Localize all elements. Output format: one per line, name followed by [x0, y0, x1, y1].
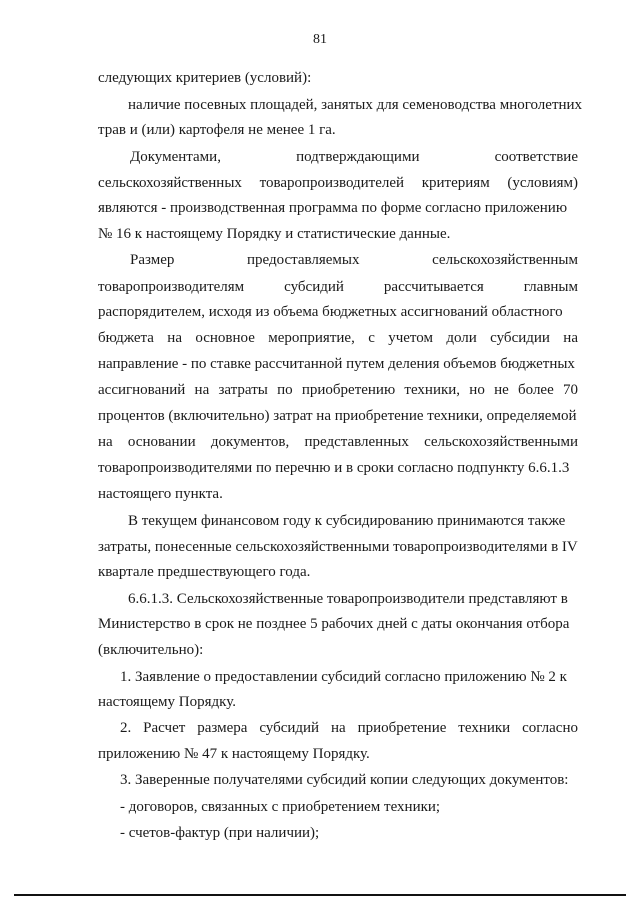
text-line: направление - по ставке рассчитанной путем деления объемов бюджетных [98, 356, 575, 372]
text-line: (включительно): [98, 642, 204, 658]
page-number: 81 [313, 32, 327, 47]
text-line: настоящему Порядку. [98, 694, 236, 710]
text-line: Размер предоставляемых сельскохозяйственным [130, 252, 578, 268]
text-line: - договоров, связанных с приобретением техники; [120, 799, 441, 815]
bottom-rule [14, 894, 626, 896]
text-line: являются - производственная программа по форме согласно приложению [98, 200, 568, 216]
text-line: Министерство в срок не позднее 5 рабочих дней с даты окончания отбора [98, 616, 570, 632]
text-line: ассигнований на затраты по приобретению техники, но не более 70 [98, 382, 578, 398]
text-line: товаропроизводителями по перечню и в сроки согласно подпункту 6.6.1.3 [98, 460, 570, 476]
text-line: 3. Заверенные получателями субсидий копии следующих документов: [120, 772, 569, 788]
text-line: В текущем финансовом году к субсидированию принимаются также [128, 513, 566, 529]
text-line: 2. Расчет размера субсидий на приобретение техники согласно [120, 720, 578, 736]
text-line: 6.6.1.3. Сельскохозяйственные товаропроизводители представляют в [128, 591, 568, 607]
text-line: затраты, понесенные сельскохозяйственными товаропроизводителями в IV [98, 539, 578, 555]
text-line: Документами, подтверждающими соответствие [130, 149, 578, 165]
text-line: на основании документов, представленных сельскохозяйственными [98, 434, 578, 450]
text-line: приложению № 47 к настоящему Порядку. [98, 746, 370, 762]
text-line: бюджета на основное мероприятие, с учетом доли субсидии на [98, 330, 578, 346]
text-line: № 16 к настоящему Порядку и статистические данные. [98, 226, 451, 242]
text-line: настоящего пункта. [98, 486, 223, 502]
text-line: распорядителем, исходя из объема бюджетных ассигнований областного [98, 304, 563, 320]
text-line: квартале предшествующего года. [98, 564, 311, 580]
text-line: следующих критериев (условий): [98, 70, 312, 86]
text-line: товаропроизводителям субсидий рассчитывается главным [98, 279, 578, 295]
text-line: - счетов-фактур (при наличии); [120, 825, 320, 841]
text-line: процентов (включительно) затрат на приобретение техники, определяемой [98, 408, 577, 424]
text-line: наличие посевных площадей, занятых для семеноводства многолетних [128, 97, 583, 113]
text-line: сельскохозяйственных товаропроизводителей критериям (условиям) [98, 175, 578, 191]
text-line: 1. Заявление о предоставлении субсидий согласно приложению № 2 к [120, 669, 567, 685]
text-line: трав и (или) картофеля не менее 1 га. [98, 122, 336, 138]
